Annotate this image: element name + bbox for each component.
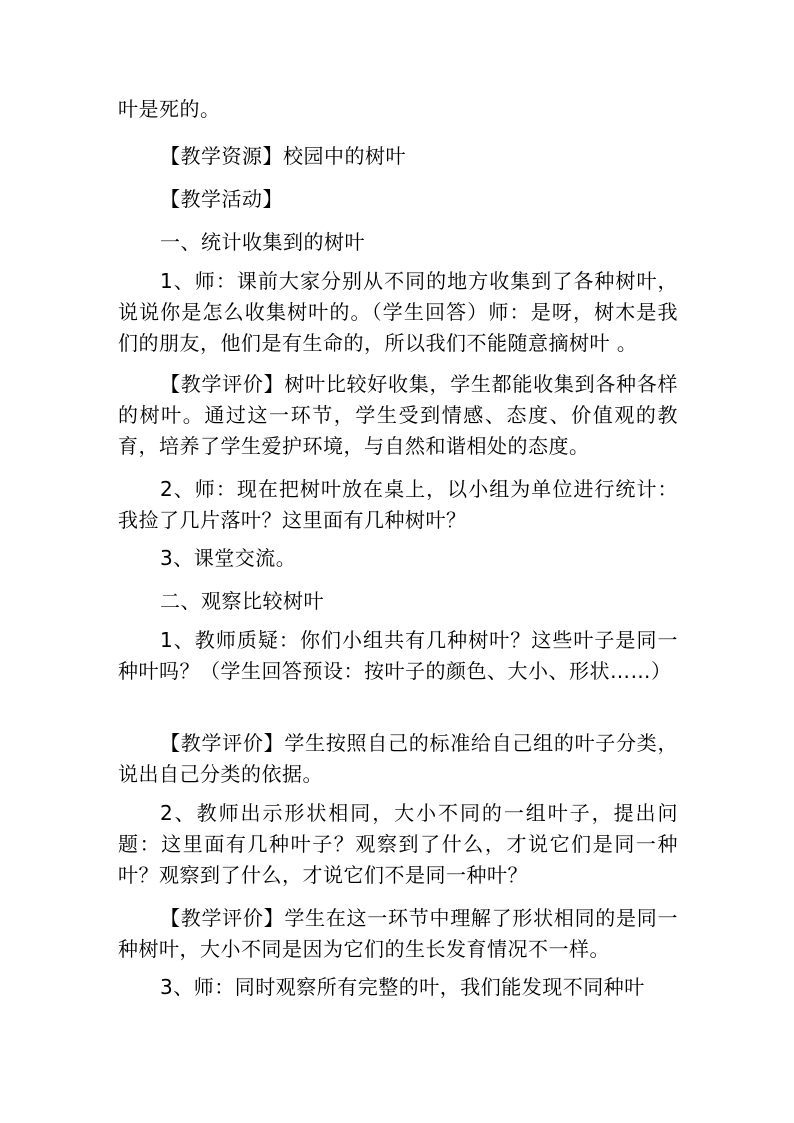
paragraph-1-1: 1、师：课前大家分别从不同的地方收集到了各种树叶，说说你是怎么收集树叶的。（学生回答）师：是呀，树木是我们的朋友，他们是有生命的，所以我们不能随意摘树叶 。 xyxy=(118,269,678,355)
paragraph-evaluation-2: 【教学评价】学生按照自己的标准给自己组的叶子分类，说出自己分类的依据。 xyxy=(118,731,678,786)
paragraph-1-2: 2、师：现在把树叶放在桌上，以小组为单位进行统计：我捡了几片落叶？这里面有几种树叶？ xyxy=(118,477,678,532)
paragraph-evaluation-3: 【教学评价】学生在这一环节中理解了形状相同的是同一种树叶，大小不同是因为它们的生长发育情况不一样。 xyxy=(118,906,678,961)
paragraph-2-1: 1、教师质疑：你们小组共有几种树叶？这些叶子是同一种叶吗？（学生回答预设：按叶子的颜色、大小、形状……） xyxy=(118,628,678,683)
section-heading-2: 二、观察比较树叶 xyxy=(160,589,324,613)
paragraph-continuation: 叶是死的。 xyxy=(118,97,221,121)
section-heading-1: 一、统计收集到的树叶 xyxy=(160,230,365,254)
paragraph-teaching-activities-heading: 【教学活动】 xyxy=(160,187,283,211)
paragraph-1-3: 3、课堂交流。 xyxy=(160,546,297,570)
paragraph-evaluation-1: 【教学评价】树叶比较好收集，学生都能收集到各种各样的树叶。通过这一环节，学生受到情感、态度、价值观的教育，培养了学生爱护环境，与自然和谐相处的态度。 xyxy=(118,372,678,458)
paragraph-2-2: 2、教师出示形状相同，大小不同的一组叶子，提出问题：这里面有几种叶子？观察到了什么，才说它们是同一种叶？观察到了什么，才说它们不是同一种叶？ xyxy=(118,801,678,887)
paragraph-teaching-resources: 【教学资源】校园中的树叶 xyxy=(160,144,406,168)
paragraph-2-3: 3、师：同时观察所有完整的叶，我们能发现不同种叶 xyxy=(160,975,645,999)
